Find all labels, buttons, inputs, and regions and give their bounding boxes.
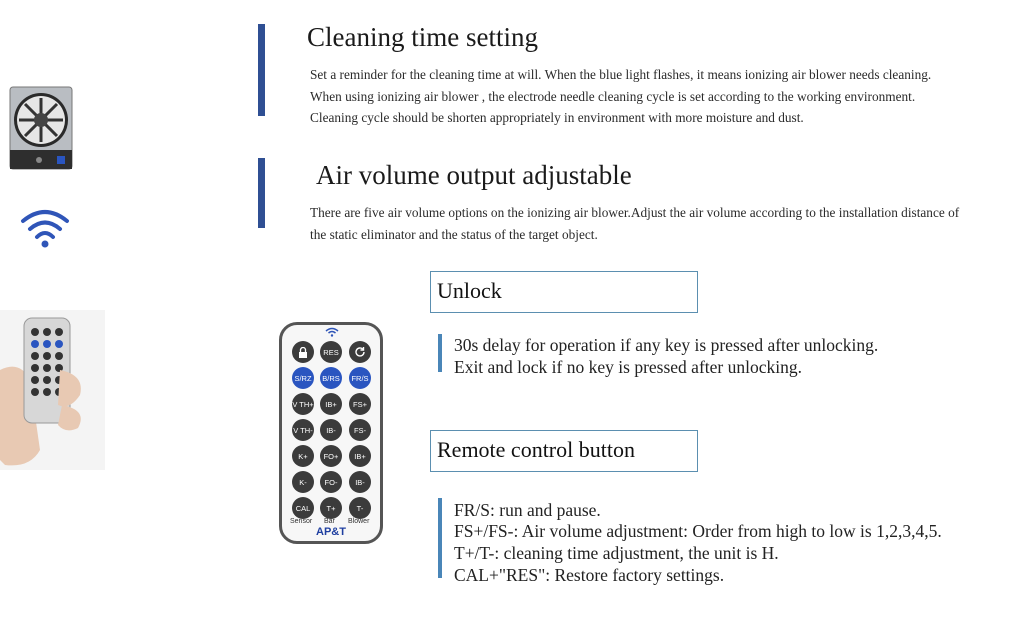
remote-button: RES — [320, 341, 342, 363]
remote-button: IB+ — [320, 393, 342, 415]
remote-label-blower: Blower — [348, 518, 370, 525]
text-line: FS+/FS-: Air volume adjustment: Order from high to low is 1,2,3,4,5. — [454, 521, 942, 541]
section-title-air-volume: Air volume output adjustable — [316, 160, 632, 190]
remote-label-sensor: Sensor — [290, 518, 313, 525]
remote-button: FR/S — [349, 367, 371, 389]
text-line: the static eliminator and the status of the target object. — [310, 226, 598, 242]
remote-button: FS- — [349, 419, 371, 441]
remote-label-bar: Bar — [324, 518, 335, 525]
remote-button: B/RS — [320, 367, 342, 389]
remote-button: IB- — [320, 419, 342, 441]
text-line: FR/S: run and pause. — [454, 500, 601, 520]
remote-button: IB- — [349, 471, 371, 493]
remote-button: S/RZ — [292, 367, 314, 389]
remote-button: T- — [349, 497, 371, 519]
remote-heading-box: Remote control button — [430, 430, 698, 472]
section-text-air-volume — [310, 202, 1020, 245]
remote-text — [454, 499, 975, 586]
remote-button: K- — [292, 471, 314, 493]
lock-icon — [292, 341, 314, 363]
remote-button: V TH- — [292, 419, 314, 441]
remote-button: K+ — [292, 445, 314, 467]
hand-remote-image — [0, 310, 105, 470]
signal-icon — [325, 327, 339, 337]
remote-button: FO+ — [320, 445, 342, 467]
text-line: T+/T-: cleaning time adjustment, the unit is H. — [454, 543, 779, 563]
text-line: Exit and lock if no key is pressed after unlocking. — [454, 357, 802, 377]
remote-accent-bar — [438, 498, 442, 578]
unlock-text — [454, 334, 1014, 378]
remote-brand-logo: AP&T — [316, 526, 346, 538]
remote-button: FS+ — [349, 393, 371, 415]
remote-button: T+ — [320, 497, 342, 519]
remote-button: V TH+ — [292, 393, 314, 415]
remote-button: CAL — [292, 497, 314, 519]
text-line: Cleaning cycle should be shorten appropriately in environment with more moisture and dust. — [310, 110, 804, 125]
text-line: 30s delay for operation if any key is pressed after unlocking. — [454, 335, 879, 355]
unlock-heading-box: Unlock — [430, 271, 698, 313]
remote-button: FO- — [320, 471, 342, 493]
air-blower-image — [9, 86, 73, 170]
text-line: There are five air volume options on the ionizing air blower.Adjust the air volume according to the installation distance of — [310, 205, 960, 220]
text-line: When using ionizing air blower , the electrode needle cleaning cycle is set according to the working environment. — [310, 88, 916, 104]
text-line: CAL+"RES": Restore factory settings. — [454, 565, 725, 585]
text-line: Set a reminder for the cleaning time at will. When the blue light flashes, it means ionizing air blower needs cleaning. — [310, 67, 932, 82]
remote-button: IB+ — [349, 445, 371, 467]
section-accent-bar — [258, 158, 265, 228]
remote-control-image — [279, 322, 383, 544]
section-text-cleaning — [310, 64, 1010, 129]
section-accent-bar — [258, 24, 265, 116]
section-title-cleaning: Cleaning time setting — [307, 22, 538, 52]
refresh-icon — [349, 341, 371, 363]
unlock-accent-bar — [438, 334, 442, 372]
wifi-icon — [19, 209, 71, 249]
